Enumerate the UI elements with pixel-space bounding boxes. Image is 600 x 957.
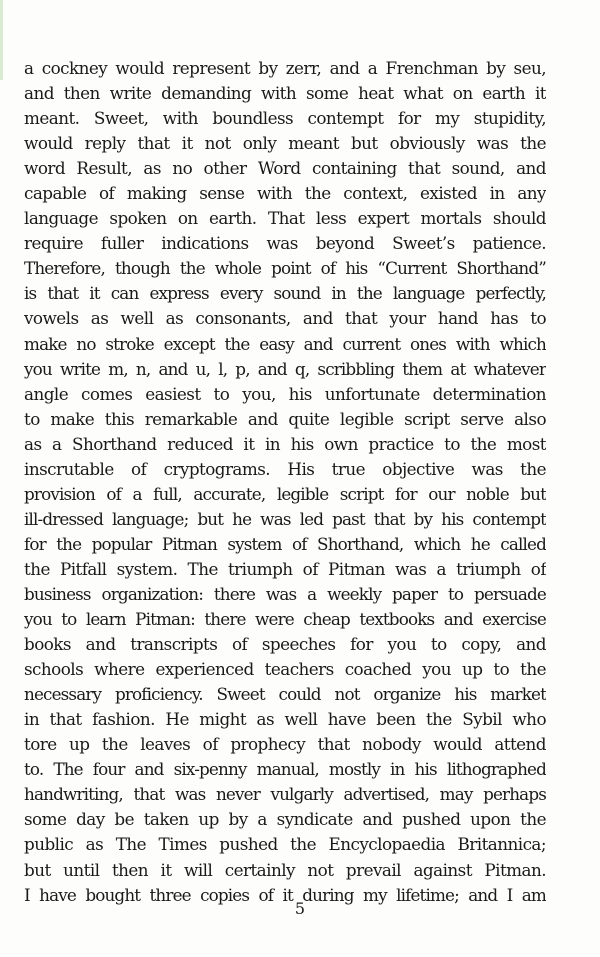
- text-line: for the popular Pitman system of Shorthand, which he called: [24, 533, 546, 554]
- text-line: business organization: there was a weekly paper to persuade: [24, 583, 546, 604]
- text-line: but until then it will certainly not prevail against Pitman.: [24, 859, 546, 880]
- text-line: require fuller indications was beyond Sweet’s patience.: [24, 233, 546, 254]
- text-line: tore up the leaves of prophecy that nobody would attend: [24, 734, 546, 755]
- text-line: you write m, n, and u, l, p, and q, scribbling them at whatever: [24, 358, 546, 379]
- text-line: language spoken on earth. That less expert mortals should: [24, 208, 546, 229]
- text-line: as a Shorthand reduced it in his own practice to the most: [24, 433, 546, 454]
- text-line: a cockney would represent by zerr, and a Frenchman by seu,: [24, 58, 546, 78]
- scan-edge-mark: [0, 0, 3, 80]
- text-line: word Result, as no other Word containing that sound, and: [24, 158, 546, 179]
- text-line: provision of a full, accurate, legible script for our noble but: [24, 483, 546, 504]
- text-line: in that fashion. He might as well have been the Sybil who: [24, 709, 546, 730]
- text-line: ill-dressed language; but he was led past that by his contempt: [24, 508, 546, 529]
- text-line: public as The Times pushed the Encyclopaedia Britannica;: [24, 834, 546, 855]
- text-line: to make this remarkable and quite legible script serve also: [24, 408, 546, 429]
- text-line: I have bought three copies of it during my lifetime; and I am: [24, 884, 546, 905]
- text-line: necessary proficiency. Sweet could not organize his market: [24, 684, 546, 705]
- text-line: handwriting, that was never vulgarly advertised, may perhaps: [24, 784, 546, 805]
- text-line: to. The four and six-penny manual, mostly in his lithographed: [24, 759, 546, 780]
- text-line: would reply that it not only meant but obviously was the: [24, 133, 546, 154]
- body-text: [24, 56, 546, 908]
- text-line: Therefore, though the whole point of his “Current Shorthand”: [24, 258, 546, 279]
- text-line: capable of making sense with the context, existed in any: [24, 183, 546, 204]
- text-line: schools where experienced teachers coached you up to the: [24, 659, 546, 680]
- text-line: is that it can express every sound in the language perfectly,: [24, 283, 546, 304]
- text-line: the Pitfall system. The triumph of Pitman was a triumph of: [24, 558, 546, 579]
- text-line: vowels as well as consonants, and that your hand has to: [24, 308, 546, 329]
- text-line: and then write demanding with some heat what on earth it: [24, 83, 546, 104]
- text-line: inscrutable of cryptograms. His true objective was the: [24, 458, 546, 479]
- text-line: books and transcripts of speeches for you to copy, and: [24, 634, 546, 655]
- text-line: meant. Sweet, with boundless contempt for my stupidity,: [24, 108, 546, 129]
- text-line: some day be taken up by a syndicate and pushed upon the: [24, 809, 546, 830]
- text-line: angle comes easiest to you, his unfortunate determination: [24, 383, 546, 404]
- text-line: make no stroke except the easy and current ones with which: [24, 333, 546, 354]
- page-number: 5: [294, 899, 306, 918]
- text-line: you to learn Pitman: there were cheap textbooks and exercise: [24, 609, 546, 630]
